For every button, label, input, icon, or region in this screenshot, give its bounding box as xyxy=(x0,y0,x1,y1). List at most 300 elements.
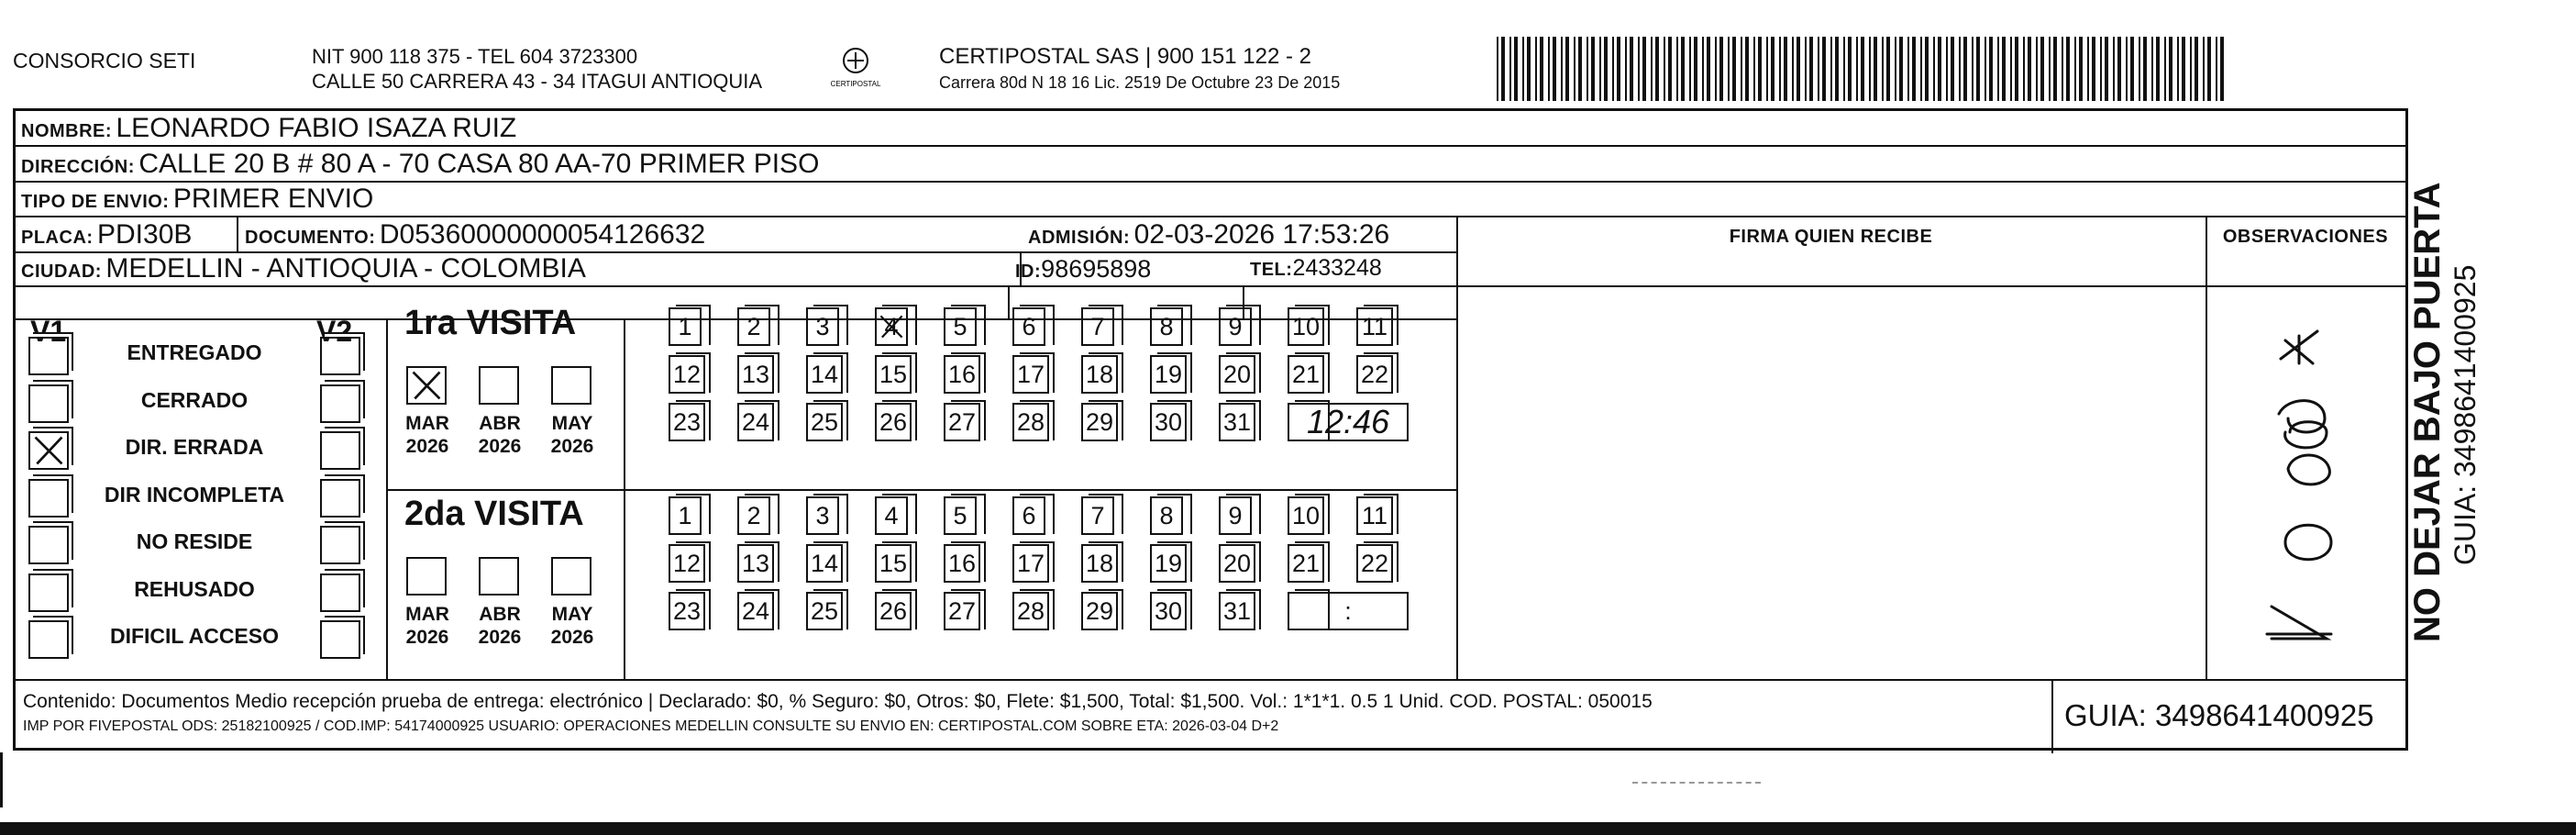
side-guia: GUIA: 3498641400925 xyxy=(2449,264,2482,565)
day-number: 29 xyxy=(1085,597,1114,625)
day-number: 13 xyxy=(741,550,770,577)
barcode-bar xyxy=(2092,37,2095,101)
day-number: 11 xyxy=(1361,502,1388,529)
month-checkbox[interactable] xyxy=(406,557,447,596)
barcode-bar xyxy=(1920,37,1922,101)
barcode-bar xyxy=(1625,37,1627,101)
month-label xyxy=(540,412,604,458)
barcode-bar xyxy=(1664,37,1665,101)
day-box[interactable] xyxy=(1356,496,1393,535)
day-number: 10 xyxy=(1291,502,1321,529)
barcode-bar xyxy=(1758,37,1762,101)
barcode-bar xyxy=(1830,37,1832,101)
v2-label: V2 xyxy=(316,315,353,348)
day-number: 20 xyxy=(1222,550,1252,577)
barcode-bar xyxy=(2040,37,2044,101)
barcode-bar xyxy=(1574,37,1575,101)
v1-checkbox[interactable] xyxy=(28,337,69,375)
barcode-bar xyxy=(2190,37,2192,101)
month-name: MAR xyxy=(405,413,449,434)
barcode-bar xyxy=(2143,37,2147,101)
v2-checkbox[interactable] xyxy=(320,384,360,423)
barcode-bar xyxy=(2105,37,2108,101)
day-box[interactable] xyxy=(1150,592,1187,630)
day-box[interactable] xyxy=(1356,544,1393,583)
tipo-envio-label: TIPO DE ENVIO: xyxy=(21,192,170,212)
barcode-bar xyxy=(2203,37,2205,101)
barcode-bar xyxy=(1540,37,1543,101)
day-number: 22 xyxy=(1360,550,1389,577)
nombre-value: LEONARDO FABIO ISAZA RUIZ xyxy=(116,113,517,143)
barcode-bar xyxy=(2164,37,2166,101)
day-box[interactable] xyxy=(875,496,908,535)
day-box[interactable] xyxy=(1219,544,1255,583)
barcode-bar xyxy=(1822,37,1826,101)
day-number: 11 xyxy=(1361,313,1388,340)
month-checkbox[interactable] xyxy=(551,557,591,596)
month-label xyxy=(468,412,532,458)
day-box[interactable] xyxy=(737,307,770,346)
barcode-bar xyxy=(1638,37,1640,101)
day-box[interactable] xyxy=(1356,307,1393,346)
barcode-bar xyxy=(2015,37,2018,101)
placa-label: PLACA: xyxy=(21,228,94,248)
barcode-bar xyxy=(1578,37,1582,101)
v2-checkbox[interactable] xyxy=(320,337,360,375)
barcode-bar xyxy=(1771,37,1774,101)
day-number: 27 xyxy=(947,597,977,625)
time-value: 12:46 xyxy=(1306,403,1390,440)
month-year: 2026 xyxy=(478,627,522,648)
barcode-bar xyxy=(2113,37,2115,101)
month-year: 2026 xyxy=(550,436,594,457)
day-box[interactable] xyxy=(1219,403,1255,441)
company-name: CONSORCIO SETI xyxy=(13,49,196,72)
day-number: 28 xyxy=(1016,408,1045,436)
barcode-bar xyxy=(1989,37,1993,101)
barcode-bar xyxy=(1818,37,1819,101)
day-box[interactable] xyxy=(1288,544,1324,583)
day-box[interactable] xyxy=(1219,355,1255,394)
day-number: 15 xyxy=(879,361,908,388)
day-box[interactable] xyxy=(737,544,774,583)
day-box[interactable] xyxy=(806,403,843,441)
admision-value: 02-03-2026 17:53:26 xyxy=(1133,219,1390,250)
status-label: DIR INCOMPLETA xyxy=(104,483,285,507)
v1-checkbox[interactable] xyxy=(28,431,69,470)
day-number: 16 xyxy=(947,550,977,577)
day-box[interactable] xyxy=(1081,307,1114,346)
ciudad-value: MEDELLIN - ANTIOQUIA - COLOMBIA xyxy=(105,253,586,284)
day-number: 20 xyxy=(1222,361,1252,388)
barcode-bar xyxy=(1630,37,1633,101)
day-box[interactable] xyxy=(1150,496,1183,535)
guia-box: GUIA: 3498641400925 xyxy=(2064,698,2374,732)
day-box[interactable] xyxy=(944,403,980,441)
no-dejar-text: NO DEJAR BAJO PUERTA xyxy=(2407,182,2448,642)
day-number: 25 xyxy=(810,408,839,436)
barcode-bar xyxy=(1514,37,1518,101)
delivery-form xyxy=(13,108,2408,751)
day-number: 30 xyxy=(1154,408,1183,436)
barcode-bar xyxy=(1676,37,1678,101)
day-box[interactable] xyxy=(1081,496,1114,535)
day-box[interactable] xyxy=(875,355,912,394)
admision-label: ADMISIÓN: xyxy=(1028,228,1131,248)
observaciones-label: OBSERVACIONES xyxy=(2222,227,2389,247)
day-number: 9 xyxy=(1228,502,1243,529)
day-number: 2 xyxy=(746,313,761,340)
day-number: 21 xyxy=(1291,361,1321,388)
day-box[interactable] xyxy=(1150,307,1183,346)
barcode-bar xyxy=(2151,37,2153,101)
barcode-bar xyxy=(1933,37,1935,101)
day-box[interactable] xyxy=(669,355,705,394)
day-number: 26 xyxy=(879,408,908,436)
barcode-bar xyxy=(1689,37,1691,101)
imp-line: IMP POR FIVEPOSTAL ODS: 25182100925 / COD.IMP: 54174000925 USUARIO: OPERACIONES MEDELLIN CONSULTE SU ENVIO EN: CERTIPOSTAL.COM SOBRE ETA: 2026-03-04 D+2 xyxy=(23,718,1279,734)
day-box[interactable] xyxy=(1219,592,1255,630)
barcode-bar xyxy=(2182,37,2185,101)
barcode-bar xyxy=(1553,37,1556,101)
day-number: 17 xyxy=(1016,361,1045,388)
v1-checkbox[interactable] xyxy=(28,526,69,564)
time-box[interactable] xyxy=(1288,403,1409,441)
barcode-bar xyxy=(2066,37,2070,101)
day-number: 6 xyxy=(1022,502,1036,529)
barcode-bar xyxy=(1899,37,1903,101)
barcode-bar xyxy=(1951,37,1954,101)
documento-label: DOCUMENTO: xyxy=(245,228,376,248)
documento-value: D05360000000054126632 xyxy=(379,219,706,250)
status-label: CERRADO xyxy=(140,388,249,412)
barcode-bar xyxy=(1835,37,1839,101)
v1-checkbox[interactable] xyxy=(28,620,69,659)
day-box[interactable] xyxy=(1219,496,1252,535)
cut-mark xyxy=(1632,782,1761,784)
day-number: 25 xyxy=(810,597,839,625)
logo-text: CERTIPOSTAL xyxy=(830,80,881,88)
barcode-bar xyxy=(1861,37,1864,101)
barcode-bar xyxy=(1565,37,1569,101)
day-box[interactable] xyxy=(875,307,908,346)
day-box[interactable] xyxy=(944,307,977,346)
barcode-bar xyxy=(1938,37,1941,101)
barcode xyxy=(1497,37,2227,101)
contenido-line: Contenido: Documentos Medio recepción prueba de entrega: electrónico | Declarado: $0, % Seguro: $0, Otros: $0, Flete: $1,500, Total: $1,500. Vol.: 1*1*1. 0.5 1 Unid. COD. POSTAL: 050015 xyxy=(23,691,1653,712)
day-box[interactable] xyxy=(1012,544,1049,583)
month-year: 2026 xyxy=(478,436,522,457)
barcode-bar xyxy=(1728,37,1730,101)
barcode-bar xyxy=(1617,37,1620,101)
direccion-label: DIRECCIÓN: xyxy=(21,157,135,177)
barcode-bar xyxy=(2177,37,2179,101)
month-name: MAY xyxy=(551,413,593,434)
day-number: 13 xyxy=(741,361,770,388)
v2-checkbox[interactable] xyxy=(320,620,360,659)
month-name: MAY xyxy=(551,604,593,625)
month-checkbox[interactable] xyxy=(551,366,591,405)
status-label: REHUSADO xyxy=(134,577,255,601)
barcode-bar xyxy=(1707,37,1710,101)
certipostal-line: CERTIPOSTAL SAS | 900 151 122 - 2 xyxy=(939,44,1311,69)
barcode-bar xyxy=(1976,37,1980,101)
barcode-bar xyxy=(1604,37,1608,101)
day-box[interactable] xyxy=(737,403,774,441)
day-number: 29 xyxy=(1085,408,1114,436)
barcode-bar xyxy=(2036,37,2038,101)
month-year: 2026 xyxy=(405,627,449,648)
barcode-bar xyxy=(1959,37,1961,101)
month-year: 2026 xyxy=(405,436,449,457)
day-box[interactable] xyxy=(1012,592,1049,630)
barcode-bar xyxy=(1587,37,1588,101)
day-box[interactable] xyxy=(1356,355,1393,394)
barcode-bar xyxy=(2062,37,2063,101)
status-label: NO RESIDE xyxy=(136,529,253,553)
barcode-bar xyxy=(1779,37,1781,101)
day-box[interactable] xyxy=(806,496,839,535)
id-label: ID: xyxy=(1015,262,1042,282)
tel-value: 2433248 xyxy=(1292,255,1382,281)
day-box[interactable] xyxy=(806,355,843,394)
month-label xyxy=(468,603,532,649)
day-box[interactable] xyxy=(669,496,702,535)
barcode-bar xyxy=(1895,37,1896,101)
day-box[interactable] xyxy=(1150,403,1187,441)
day-box[interactable] xyxy=(1012,307,1045,346)
day-box[interactable] xyxy=(737,355,774,394)
ciudad-label: CIUDAD: xyxy=(21,262,102,282)
day-number: 4 xyxy=(884,502,899,529)
barcode-bar xyxy=(1874,37,1877,101)
barcode-bar xyxy=(1946,37,1948,101)
day-box[interactable] xyxy=(669,403,705,441)
barcode-bar xyxy=(1642,37,1646,101)
time-box[interactable] xyxy=(1288,592,1409,630)
day-number: 14 xyxy=(810,361,839,388)
day-box[interactable] xyxy=(1012,496,1045,535)
day-box[interactable] xyxy=(1081,355,1118,394)
v1-checkbox[interactable] xyxy=(28,573,69,612)
barcode-bar xyxy=(2216,37,2217,101)
barcode-bar xyxy=(1732,37,1736,101)
barcode-bar xyxy=(2156,37,2160,101)
id-value: 98695898 xyxy=(1041,255,1152,283)
barcode-bar xyxy=(2195,37,2198,101)
barcode-bar xyxy=(2074,37,2076,101)
barcode-bar xyxy=(1497,37,1498,101)
barcode-bar xyxy=(1753,37,1755,101)
month-checkbox[interactable] xyxy=(479,557,519,596)
barcode-bar xyxy=(1985,37,1986,101)
day-box[interactable] xyxy=(1012,403,1049,441)
day-box[interactable] xyxy=(1081,403,1118,441)
barcode-bar xyxy=(1719,37,1723,101)
day-box[interactable] xyxy=(944,592,980,630)
barcode-bar xyxy=(1766,37,1768,101)
barcode-bar xyxy=(1843,37,1845,101)
barcode-bar xyxy=(2023,37,2025,101)
status-label: DIFICIL ACCESO xyxy=(109,624,279,648)
time-value: : xyxy=(1344,597,1352,625)
barcode-bar xyxy=(2028,37,2031,101)
barcode-bar xyxy=(1715,37,1717,101)
tipo-envio-value: PRIMER ENVIO xyxy=(172,184,374,214)
day-number: 3 xyxy=(815,502,830,529)
barcode-bar xyxy=(2049,37,2051,101)
day-number: 18 xyxy=(1085,361,1114,388)
barcode-bar xyxy=(1668,37,1672,101)
day-box[interactable] xyxy=(875,544,912,583)
day-box[interactable] xyxy=(1081,544,1118,583)
day-number: 30 xyxy=(1154,597,1183,625)
month-label xyxy=(395,603,459,649)
day-number: 5 xyxy=(953,502,967,529)
month-label xyxy=(540,603,604,649)
day-number: 3 xyxy=(815,313,830,340)
day-box[interactable] xyxy=(669,307,702,346)
barcode-bar xyxy=(1848,37,1852,101)
barcode-bar xyxy=(1963,37,1967,101)
day-number: 27 xyxy=(947,408,977,436)
day-number: 23 xyxy=(672,597,702,625)
day-box[interactable] xyxy=(669,592,705,630)
barcode-bar xyxy=(2002,37,2006,101)
barcode-bar xyxy=(1925,37,1929,101)
barcode-bar xyxy=(1882,37,1884,101)
barcode-bar xyxy=(2130,37,2134,101)
barcode-bar xyxy=(1612,37,1614,101)
barcode-bar xyxy=(2010,37,2012,101)
day-number: 15 xyxy=(879,550,908,577)
nombre-label: NOMBRE: xyxy=(21,121,113,141)
day-number: 21 xyxy=(1291,550,1321,577)
month-checkbox[interactable] xyxy=(479,366,519,405)
day-number: 16 xyxy=(947,361,977,388)
day-number: 22 xyxy=(1360,361,1389,388)
day-box[interactable] xyxy=(806,592,843,630)
barcode-bar xyxy=(1591,37,1595,101)
barcode-bar xyxy=(2087,37,2089,101)
month-name: ABR xyxy=(479,413,521,434)
v1-checkbox[interactable] xyxy=(28,479,69,518)
barcode-bar xyxy=(1912,37,1916,101)
day-box[interactable] xyxy=(944,355,980,394)
visit1-title: 1ra VISITA xyxy=(404,304,577,342)
barcode-bar xyxy=(1561,37,1563,101)
day-box[interactable] xyxy=(944,544,980,583)
v2-checkbox[interactable] xyxy=(320,479,360,518)
barcode-bar xyxy=(1741,37,1742,101)
address-line: CALLE 50 CARRERA 43 - 34 ITAGUI ANTIOQUIA xyxy=(312,70,763,93)
day-number: 24 xyxy=(741,408,770,436)
day-box[interactable] xyxy=(875,403,912,441)
barcode-bar xyxy=(1501,37,1505,101)
v2-checkbox[interactable] xyxy=(320,526,360,564)
day-number: 19 xyxy=(1154,550,1183,577)
barcode-bar xyxy=(1651,37,1653,101)
day-box[interactable] xyxy=(1288,307,1324,346)
barcode-bar xyxy=(1805,37,1807,101)
barcode-bar xyxy=(1856,37,1858,101)
barcode-bar xyxy=(1681,37,1685,101)
barcode-bar xyxy=(2169,37,2172,101)
day-number: 2 xyxy=(746,502,761,529)
barcode-bar xyxy=(1784,37,1787,101)
day-box[interactable] xyxy=(875,592,912,630)
bottom-edge-bar xyxy=(0,822,2576,835)
barcode-bar xyxy=(1907,37,1909,101)
barcode-bar xyxy=(1694,37,1697,101)
day-number: 19 xyxy=(1154,361,1183,388)
v2-checkbox[interactable] xyxy=(320,431,360,470)
status-label: ENTREGADO xyxy=(127,340,262,364)
day-box[interactable] xyxy=(1012,355,1049,394)
day-number: 23 xyxy=(672,408,702,436)
day-box[interactable] xyxy=(1150,355,1187,394)
barcode-bar xyxy=(1997,37,1999,101)
day-box[interactable] xyxy=(1150,544,1187,583)
day-box[interactable] xyxy=(1288,496,1324,535)
day-box[interactable] xyxy=(806,307,839,346)
day-box[interactable] xyxy=(1219,307,1252,346)
barcode-bar xyxy=(2100,37,2102,101)
month-name: ABR xyxy=(479,604,521,625)
day-number: 17 xyxy=(1016,550,1045,577)
day-box[interactable] xyxy=(944,496,977,535)
handwritten-observation xyxy=(2244,295,2354,671)
day-box[interactable] xyxy=(806,544,843,583)
direccion-value: CALLE 20 B # 80 A - 70 CASA 80 AA-70 PRIMER PISO xyxy=(138,149,820,179)
barcode-bar xyxy=(1792,37,1794,101)
barcode-bar xyxy=(1869,37,1871,101)
barcode-bar xyxy=(2126,37,2128,101)
day-number: 26 xyxy=(879,597,908,625)
day-number: 1 xyxy=(678,502,692,529)
day-box[interactable] xyxy=(737,496,770,535)
day-number: 31 xyxy=(1222,408,1252,436)
barcode-bar xyxy=(2053,37,2057,101)
v1-label: V1 xyxy=(30,315,67,348)
v2-checkbox[interactable] xyxy=(320,573,360,612)
firma-label: FIRMA QUIEN RECIBE xyxy=(1729,227,1933,247)
status-label: DIR. ERRADA xyxy=(125,435,264,459)
tel-label: TEL: xyxy=(1250,260,1293,280)
barcode-bar xyxy=(1972,37,1973,101)
day-box[interactable] xyxy=(669,544,705,583)
day-box[interactable] xyxy=(1081,592,1118,630)
v1-checkbox[interactable] xyxy=(28,384,69,423)
day-number: 9 xyxy=(1228,313,1243,340)
barcode-bar xyxy=(2220,37,2224,101)
day-number: 18 xyxy=(1085,550,1114,577)
day-box[interactable] xyxy=(737,592,774,630)
barcode-bar xyxy=(2117,37,2121,101)
day-number: 14 xyxy=(810,550,839,577)
day-number: 7 xyxy=(1090,502,1105,529)
left-edge-line xyxy=(0,752,16,807)
barcode-bar xyxy=(1886,37,1890,101)
day-number: 28 xyxy=(1016,597,1045,625)
month-checkbox[interactable] xyxy=(406,366,447,405)
barcode-bar xyxy=(1522,37,1524,101)
month-year: 2026 xyxy=(550,627,594,648)
placa-value: PDI30B xyxy=(97,219,193,250)
barcode-bar xyxy=(1797,37,1800,101)
barcode-bar xyxy=(1745,37,1749,101)
day-box[interactable] xyxy=(1288,355,1324,394)
